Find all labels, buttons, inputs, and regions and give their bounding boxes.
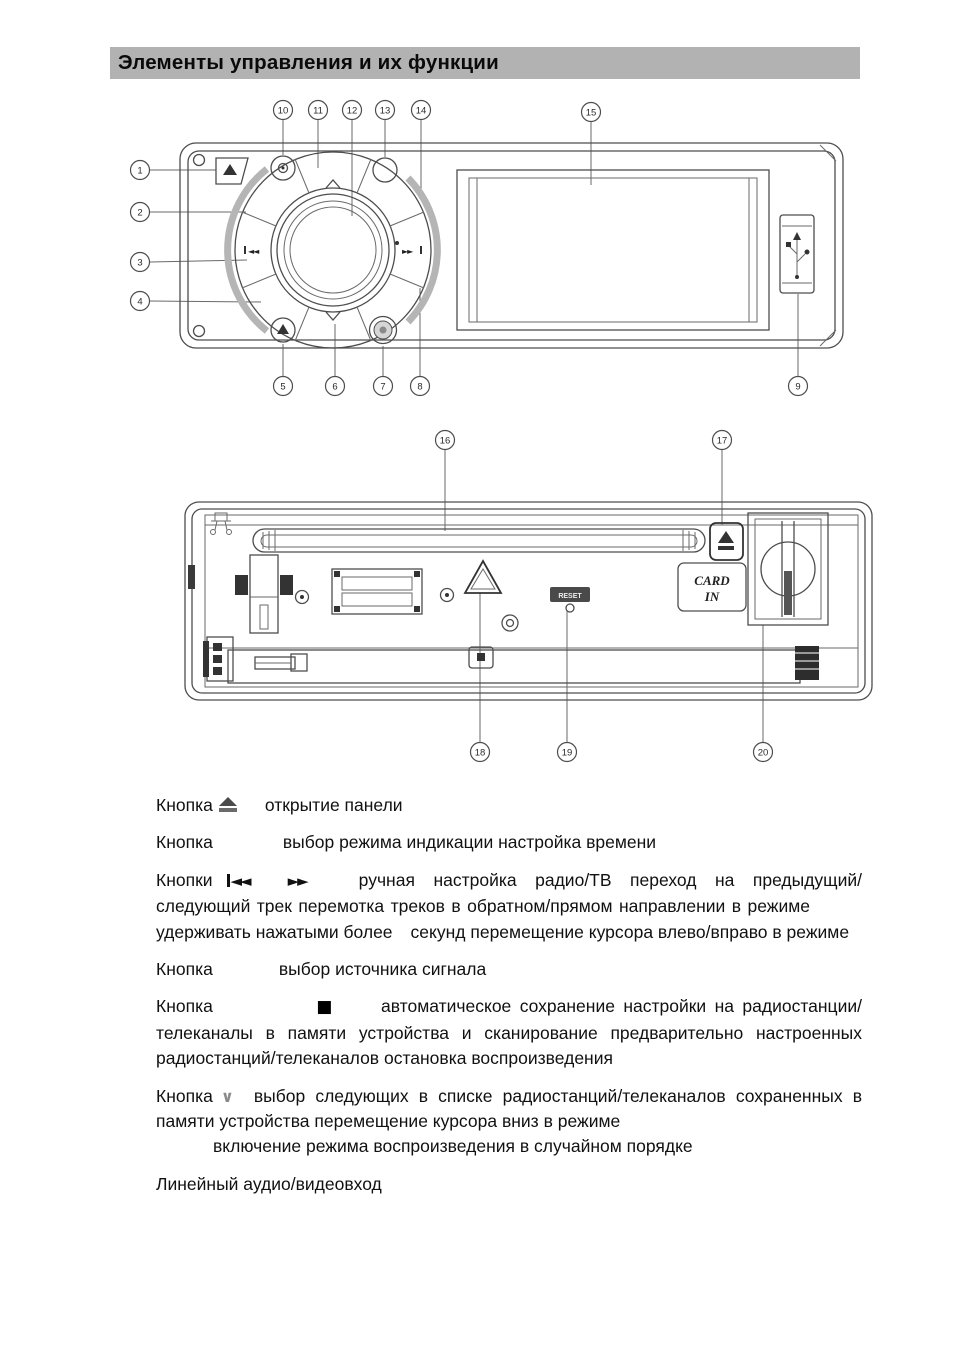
description-open-panel xyxy=(156,793,862,818)
callout-17 xyxy=(713,431,732,450)
display-screen xyxy=(457,170,769,330)
button-word: Кнопка xyxy=(156,1085,213,1106)
callout-14 xyxy=(412,101,431,120)
rear-connector xyxy=(795,646,819,680)
jack xyxy=(507,620,514,627)
warning-triangle-icon xyxy=(465,561,501,593)
down-arrow-icon xyxy=(326,312,340,320)
svg-text:12: 12 xyxy=(346,105,358,117)
placeholder-gap xyxy=(213,1101,221,1102)
prev-track-icon: ◄◄ xyxy=(248,247,259,256)
mode-button xyxy=(373,158,397,182)
callout-6 xyxy=(326,377,345,396)
callout-3 xyxy=(131,253,150,272)
svg-text:15: 15 xyxy=(585,107,597,119)
description-line-in xyxy=(156,1172,862,1197)
memory-card-slot xyxy=(748,513,828,625)
placeholder-gap xyxy=(250,885,288,886)
disc-slot xyxy=(253,529,705,552)
disc-eject-button xyxy=(710,523,743,560)
placeholder-gap xyxy=(156,1151,213,1152)
vertical-connector xyxy=(235,555,293,633)
eject-icon xyxy=(217,797,241,812)
eject-disc-button xyxy=(271,318,295,342)
svg-text:IN: IN xyxy=(704,589,720,604)
knob-marker-dot xyxy=(395,241,399,245)
callout-15 xyxy=(582,103,601,122)
usb-port xyxy=(780,215,814,293)
placeholder-gap xyxy=(213,974,279,975)
svg-text:18: 18 xyxy=(474,747,486,759)
callout-11 xyxy=(309,101,328,120)
placeholder-gap xyxy=(234,1101,254,1102)
select-button xyxy=(370,317,397,344)
button-word: Кнопка xyxy=(156,795,213,815)
description-next-station xyxy=(156,1084,862,1160)
svg-text:2: 2 xyxy=(137,207,143,219)
next-track-icon: ►► xyxy=(287,871,307,890)
previous-track-icon xyxy=(227,874,230,887)
card-in-label xyxy=(678,563,746,611)
placeholder-gap xyxy=(213,1011,313,1012)
svg-text:14: 14 xyxy=(415,105,427,117)
svg-text:RESET: RESET xyxy=(558,593,582,600)
svg-text:9: 9 xyxy=(795,381,801,393)
svg-text:19: 19 xyxy=(561,747,573,759)
description-text: выбор следующих в списке радиостанций/телеканалов сохраненных в памяти устройства перемещение курсора вниз в режиме xyxy=(156,1085,862,1132)
ring-segment-lines xyxy=(242,159,424,341)
side-latch xyxy=(188,565,195,589)
chassis-body xyxy=(185,502,872,700)
prev-track-icon xyxy=(244,246,246,254)
callout-20 xyxy=(754,743,773,762)
svg-text:11: 11 xyxy=(313,105,323,117)
callout-12 xyxy=(343,101,362,120)
main-connector xyxy=(332,569,422,614)
down-chevron-icon: ∨ xyxy=(220,1086,234,1106)
usb-icon xyxy=(786,232,810,279)
stereo-chassis xyxy=(180,143,843,348)
mounting-bracket xyxy=(211,513,232,535)
reset-button xyxy=(550,587,590,612)
callout-18 xyxy=(471,743,490,762)
description-text: Линейный аудио/видеовход xyxy=(156,1173,382,1194)
front-panel-diagram xyxy=(120,88,860,408)
description-source-select xyxy=(156,957,862,982)
svg-text:20: 20 xyxy=(757,747,769,759)
callout-16 xyxy=(436,431,455,450)
up-arrow-icon xyxy=(326,180,340,188)
description-tuning-buttons xyxy=(156,868,862,945)
svg-text:7: 7 xyxy=(380,381,386,393)
description-text: выбор режима индикации настройка времени xyxy=(282,832,657,853)
description-text: выбор источника сигнала xyxy=(278,959,487,980)
descriptions-section xyxy=(156,793,862,1197)
description-text: секунд перемещение курсора влево/вправо в режиме xyxy=(410,921,850,942)
description-auto-store xyxy=(156,994,862,1071)
previous-track-icon: ◄◄ xyxy=(230,871,250,890)
callout-19 xyxy=(558,743,577,762)
svg-text:16: 16 xyxy=(439,435,451,447)
power-button xyxy=(271,156,295,180)
description-display-mode xyxy=(156,830,862,855)
button-word: Кнопка xyxy=(156,959,213,980)
svg-text:3: 3 xyxy=(137,257,143,269)
svg-text:5: 5 xyxy=(280,381,286,393)
placeholder-gap xyxy=(307,885,359,886)
callout-7 xyxy=(374,377,393,396)
callout-13 xyxy=(376,101,395,120)
placeholder-gap xyxy=(241,810,265,811)
svg-text:6: 6 xyxy=(332,381,338,393)
svg-text:1: 1 xyxy=(137,165,143,177)
callout-9 xyxy=(789,377,808,396)
next-track-icon xyxy=(420,246,422,254)
placeholder-gap xyxy=(213,847,283,848)
callout-5 xyxy=(274,377,293,396)
next-track-icon: ►► xyxy=(402,247,413,256)
callout-4 xyxy=(131,292,150,311)
svg-text:10: 10 xyxy=(277,105,289,117)
placeholder-gap xyxy=(810,911,862,912)
page-title: Элементы управления и их функции xyxy=(110,47,860,79)
jack xyxy=(502,615,518,631)
callout-8 xyxy=(411,377,430,396)
placeholder-gap xyxy=(213,885,227,886)
panel-release-button xyxy=(216,158,248,184)
button-word: Кнопка xyxy=(156,996,213,1017)
svg-text:17: 17 xyxy=(716,435,728,447)
button-word: Кнопки xyxy=(156,869,213,890)
screw xyxy=(445,593,449,597)
fuse-holder xyxy=(255,654,307,671)
svg-text:CARD: CARD xyxy=(694,573,730,588)
callout-10 xyxy=(274,101,293,120)
rotary-control-knob xyxy=(228,152,438,348)
description-text: удерживать нажатыми более xyxy=(156,921,393,942)
description-text: ручная настройка радио/ТВ переход на предыдущий/следующий трек перемотка треков в обратном/прямом направлении в режиме xyxy=(156,869,862,917)
description-text: включение режима воспроизведения в случайном порядке xyxy=(213,1136,693,1157)
placeholder-gap xyxy=(336,1011,381,1012)
stop-icon: ■ xyxy=(312,997,336,1018)
button-word: Кнопка xyxy=(156,832,213,853)
description-text: открытие панели xyxy=(264,795,403,815)
placeholder-gap xyxy=(393,937,411,938)
svg-text:8: 8 xyxy=(417,381,423,393)
description-text: автоматическое сохранение настройки на радиостанции/телеканалы в памяти устройства и сканирование предварительно настроенных радиостанций/телеканалов остановка воспроизведения xyxy=(156,996,862,1069)
callout-2 xyxy=(131,203,150,222)
callout-1 xyxy=(131,161,150,180)
screw xyxy=(300,595,304,599)
svg-text:4: 4 xyxy=(137,296,143,308)
bottom-tray xyxy=(228,650,800,683)
svg-text:13: 13 xyxy=(379,105,391,117)
chassis-diagram xyxy=(165,425,885,770)
